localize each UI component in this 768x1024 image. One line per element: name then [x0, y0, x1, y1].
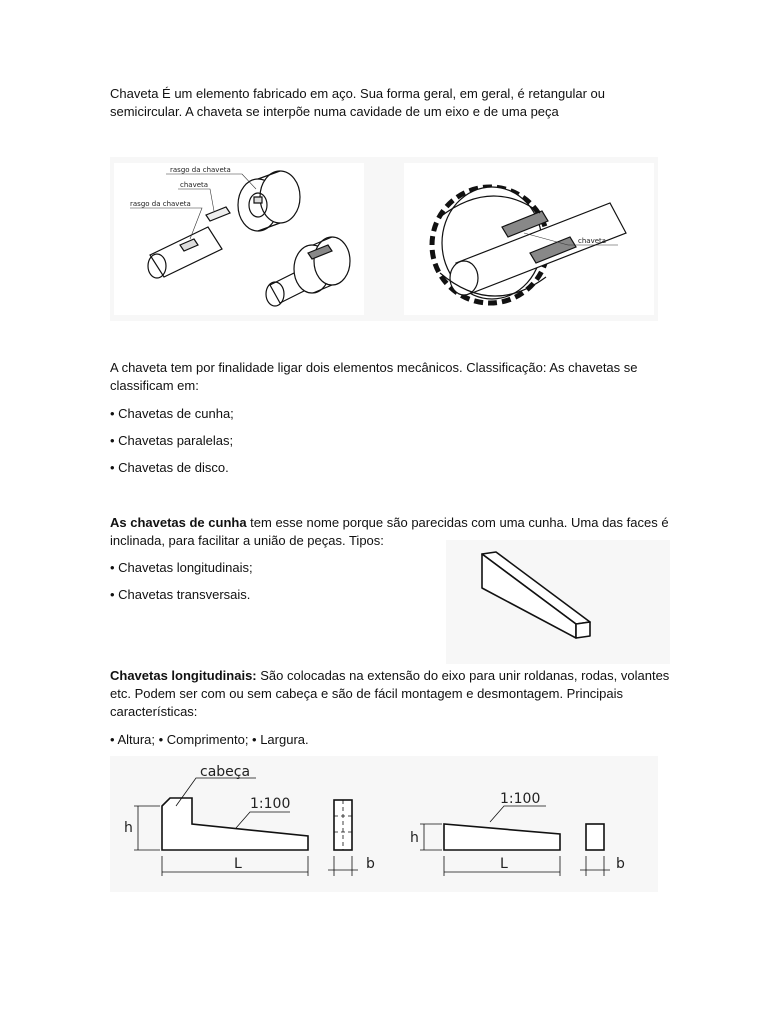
classification-item: • Chavetas de disco.: [110, 460, 229, 475]
intro-line-1: Chaveta É um elemento fabricado em aço. Sua forma geral, em geral, é retangular ou: [110, 86, 605, 101]
label-cabeca: cabeça: [200, 764, 251, 780]
label-L-left: L: [234, 856, 242, 872]
wedge-key-drawing: [446, 540, 670, 664]
label-h-left: h: [124, 820, 133, 836]
intro-paragraph: [110, 85, 650, 121]
label-L-right: L: [500, 856, 508, 872]
key-dimensions-figure: [110, 756, 658, 892]
purpose-line-1: A chaveta tem por finalidade ligar dois elementos mecânicos. Classificação: As chavetas se: [110, 360, 638, 375]
intro-line-2: semicircular. A chaveta se interpõe numa cavidade de um eixo e de uma peça: [110, 104, 559, 119]
label-rasgo-da-chaveta-shaft: rasgo da chaveta: [130, 200, 191, 208]
longitudinal-paragraph: [110, 667, 670, 721]
longitudinal-line-3: características:: [110, 704, 198, 719]
label-chaveta-gear: chaveta: [578, 237, 607, 245]
longitudinal-line-2: etc. Podem ser com ou sem cabeça e são de fácil montagem e desmontagem. Principais: [110, 686, 624, 701]
wedge-line-2: inclinada, para facilitar a união de peças. Tipos:: [110, 533, 384, 548]
label-chaveta-key: chaveta: [180, 181, 209, 189]
key-assembly-drawing: [110, 157, 658, 321]
label-taper-right: 1:100: [500, 791, 541, 807]
key-assembly-figure: [110, 157, 658, 321]
classification-item: • Chavetas paralelas;: [110, 433, 234, 448]
purpose-line-2: classificam em:: [110, 378, 199, 393]
key-dimensions-drawing: [110, 756, 658, 892]
purpose-paragraph: [110, 359, 650, 395]
label-h-right: h: [410, 830, 419, 846]
label-b-right: b: [616, 856, 625, 872]
wedge-type-item: • Chavetas transversais.: [110, 587, 251, 602]
wedge-type-item: • Chavetas longitudinais;: [110, 560, 253, 575]
label-taper-left: 1:100: [250, 796, 291, 812]
wedge-line-1-rest: tem esse nome porque são parecidas com uma cunha. Uma das faces é: [246, 515, 669, 530]
label-b-left: b: [366, 856, 375, 872]
longitudinal-line-1-rest: São colocadas na extensão do eixo para unir roldanas, rodas, volantes: [256, 668, 670, 683]
wedge-key-figure: [446, 540, 670, 664]
wedge-heading: As chavetas de cunha: [110, 515, 247, 530]
features-line: • Altura; • Comprimento; • Largura.: [110, 732, 309, 747]
label-rasgo-da-chaveta-hub: rasgo da chaveta: [170, 166, 231, 174]
longitudinal-heading: Chavetas longitudinais:: [110, 668, 257, 683]
classification-item: • Chavetas de cunha;: [110, 406, 234, 421]
